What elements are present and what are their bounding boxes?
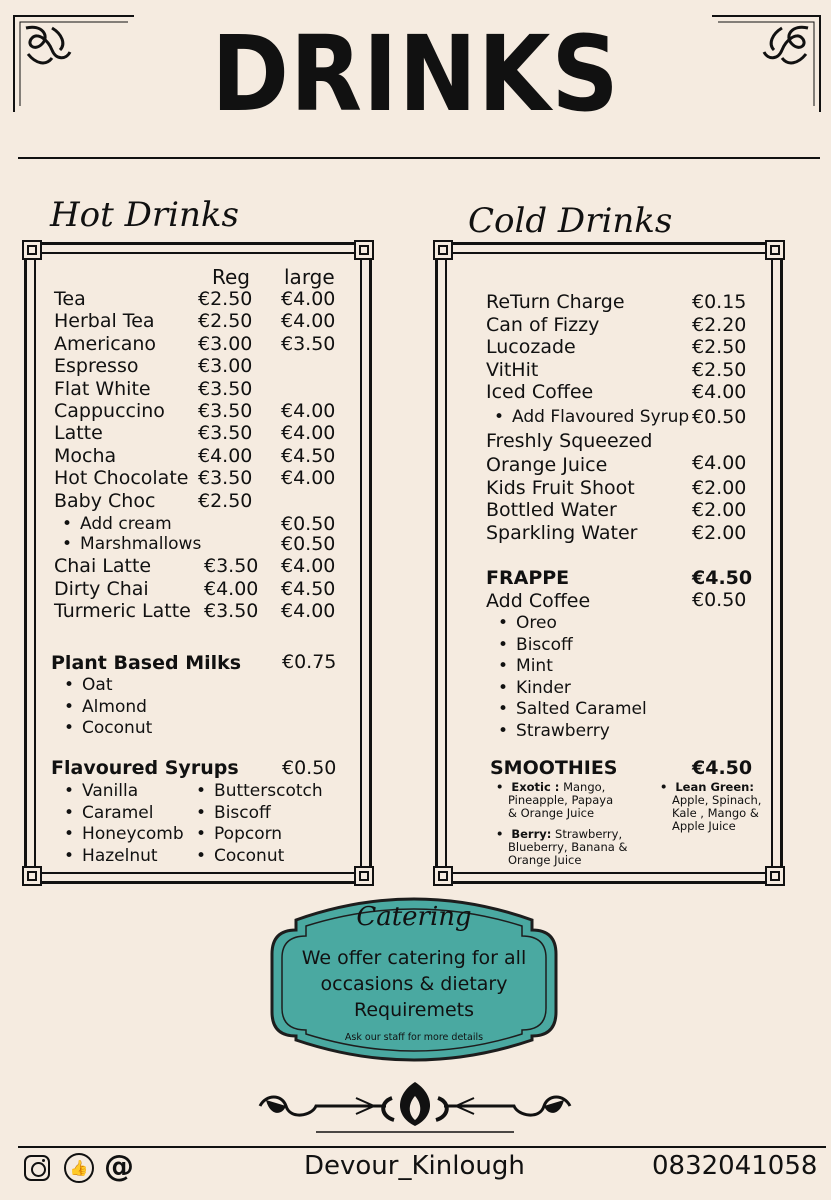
smoothie-exotic-line2: Pineapple, Papaya (508, 793, 614, 807)
cold-item-name: Kids Fruit Shoot (486, 477, 635, 499)
hot-addon-name: • Add cream (62, 513, 172, 535)
hot-item-name: Americano (54, 332, 157, 355)
hot-col-reg: Reg (212, 265, 250, 289)
hot-corner-br (354, 866, 374, 886)
hot-item-name: Turmeric Latte (54, 600, 191, 622)
smoothies-title: SMOOTHIES (490, 757, 618, 779)
flavoured-syrups-price: €0.50 (282, 757, 337, 779)
hot-item-name: Latte (54, 422, 103, 445)
title-divider (18, 157, 820, 159)
catering-line1: We offer catering for all (301, 947, 527, 969)
hot-addon-price: €0.50 (281, 533, 336, 555)
syrup-item: • Popcorn (196, 823, 282, 845)
hot-item-reg-price: €2.50 (198, 310, 253, 333)
smoothie-berry-line3: Orange Juice (508, 853, 582, 867)
frappe-add-coffee-price: €0.50 (692, 589, 747, 611)
hot-item-name: Espresso (54, 355, 139, 378)
catering-badge (266, 890, 562, 1066)
syrup-item: • Biscoff (196, 802, 271, 824)
hot-item-reg-price: €3.50 (204, 555, 259, 577)
cold-item-price: €4.00 (692, 452, 747, 474)
smoothie-green-label: • Lean Green: (660, 780, 754, 794)
frappe-flavour: • Mint (498, 655, 553, 677)
hot-item-name: Herbal Tea (54, 310, 155, 333)
hot-item-reg-price: €2.50 (198, 288, 253, 310)
smoothie-exotic (496, 781, 626, 820)
hot-item-name: Chai Latte (54, 555, 152, 577)
cold-item-name: Orange Juice (486, 454, 608, 476)
cold-item-name: ReTurn Charge (486, 291, 625, 313)
cold-item-name: Can of Fizzy (486, 313, 600, 336)
hot-item-reg-price: €3.50 (198, 377, 253, 400)
hot-item-large-price: €4.00 (281, 467, 336, 490)
frappe-add-coffee: Add Coffee (486, 590, 591, 612)
smoothie-exotic-label: • Exotic : (496, 780, 559, 794)
smoothie-berry-line2: Blueberry, Banana & (508, 840, 628, 854)
smoothie-berry-label: • Berry: (496, 827, 551, 841)
smoothie-berry (496, 828, 636, 867)
catering-line3: Requiremets (353, 999, 475, 1021)
smoothie-green-line3: Apple Juice (672, 819, 736, 833)
hot-item-name: Tea (54, 288, 86, 310)
plant-milk-item: • Oat (64, 674, 113, 696)
frappe-price: €4.50 (692, 567, 753, 589)
cold-item-price: €2.00 (692, 521, 747, 544)
plant-milks-price: €0.75 (282, 651, 337, 673)
hot-item-name: Flat White (54, 377, 151, 400)
catering-note: Ask our staff for more details (344, 1032, 484, 1043)
cold-item-price: €2.50 (692, 336, 747, 359)
hot-item-name: Cappuccino (54, 400, 165, 422)
syrup-item: • Hazelnut (64, 845, 158, 867)
facebook-like-icon[interactable]: 👍 (64, 1153, 94, 1183)
hot-item-name: Dirty Chai (54, 577, 149, 600)
hot-corner-bl (22, 866, 42, 886)
frappe-flavour: • Kinder (498, 677, 571, 699)
flavoured-syrups-title: Flavoured Syrups (51, 757, 239, 779)
plant-milk-item: • Almond (64, 696, 147, 718)
hot-item-large-price: €4.00 (281, 422, 336, 445)
hot-corner-tl (22, 240, 42, 260)
hot-item-name: Mocha (54, 444, 117, 467)
page-title: DRINKS (211, 13, 620, 135)
hot-item-large-price: €4.00 (281, 288, 336, 310)
smoothie-green-line1: Apple, Spinach, (672, 793, 762, 807)
syrup-item: • Caramel (64, 802, 153, 824)
hot-item-large-price: €4.50 (281, 577, 336, 600)
cold-item-name: Lucozade (486, 336, 576, 359)
hot-item-reg-price: €3.00 (198, 332, 253, 355)
hot-item-reg-price: €4.00 (198, 444, 253, 467)
hot-col-large: large (284, 265, 335, 289)
hot-item-name: Hot Chocolate (54, 467, 189, 490)
smoothie-exotic-line1: Mango, (563, 780, 606, 794)
at-sign-icon[interactable]: @ (104, 1149, 134, 1184)
cold-item-name: Bottled Water (486, 499, 617, 522)
hot-item-reg-price: €3.50 (204, 600, 259, 622)
smoothie-berry-line1: Strawberry, (555, 827, 623, 841)
hot-item-reg-price: €3.00 (198, 355, 253, 378)
syrup-item: • Honeycomb (64, 823, 184, 845)
smoothie-lean-green (660, 781, 770, 833)
cold-corner-br (765, 866, 785, 886)
hot-item-reg-price: €3.50 (198, 422, 253, 445)
cold-item-name: Sparkling Water (486, 521, 638, 544)
hot-item-large-price: €4.00 (281, 600, 336, 622)
cold-item-name: VitHit (486, 358, 539, 381)
hot-item-large-price: €4.00 (281, 400, 336, 422)
frappe-title: FRAPPE (486, 567, 570, 589)
hot-item-large-price: €4.50 (281, 444, 336, 467)
plant-milk-item: • Coconut (64, 717, 152, 739)
cold-item-price: €2.00 (692, 477, 747, 499)
cold-item-price: €2.50 (692, 358, 747, 381)
hot-item-reg-price: €3.50 (198, 467, 253, 490)
cold-corner-bl (433, 866, 453, 886)
cold-item-price: €0.15 (692, 291, 747, 313)
hot-item-reg-price: €3.50 (198, 400, 253, 422)
cold-corner-tl (433, 240, 453, 260)
catering-title: Catering (356, 902, 472, 932)
hot-item-reg-price: €4.00 (204, 577, 259, 600)
cold-item-price: €4.00 (692, 381, 747, 404)
iced-coffee-addon-name: • Add Flavoured Syrup (494, 406, 689, 428)
hot-corner-tr (354, 240, 374, 260)
syrup-item: • Vanilla (64, 780, 138, 802)
bottom-ornament (256, 1076, 574, 1142)
iced-coffee-addon-price: €0.50 (692, 406, 747, 428)
hot-drinks-heading: Hot Drinks (50, 195, 239, 235)
hot-item-large-price: €4.00 (281, 555, 336, 577)
cold-drinks-heading: Cold Drinks (468, 201, 673, 241)
hot-item-large-price: €4.00 (281, 310, 336, 333)
hot-item-name: Baby Choc (54, 489, 156, 512)
syrup-item: • Coconut (196, 845, 284, 867)
cold-corner-tr (765, 240, 785, 260)
syrup-item: • Butterscotch (196, 780, 323, 802)
catering-line2: occasions & dietary (320, 973, 508, 995)
frappe-flavour: • Biscoff (498, 634, 573, 656)
smoothie-exotic-line3: & Orange Juice (508, 806, 595, 820)
smoothies-price: €4.50 (692, 757, 753, 779)
smoothie-green-line2: Kale , Mango & (672, 806, 759, 820)
hot-item-large-price: €3.50 (281, 332, 336, 355)
footer-phone: 0832041058 (652, 1151, 818, 1181)
cold-item-price: €2.20 (692, 313, 747, 336)
frappe-flavour: • Oreo (498, 612, 557, 634)
frappe-flavour: • Strawberry (498, 720, 610, 742)
hot-addon-price: €0.50 (281, 513, 336, 535)
plant-milks-title: Plant Based Milks (51, 652, 242, 674)
freshly-squeezed-label: Freshly Squeezed (486, 430, 653, 452)
footer-divider (18, 1146, 826, 1148)
footer-handle: Devour_Kinlough (304, 1151, 525, 1181)
cold-item-price: €2.00 (692, 499, 747, 522)
hot-item-reg-price: €2.50 (198, 489, 253, 512)
cold-item-name: Iced Coffee (486, 381, 594, 404)
frappe-flavour: • Salted Caramel (498, 698, 647, 720)
hot-addon-name: • Marshmallows (62, 533, 201, 555)
instagram-icon[interactable] (24, 1155, 50, 1181)
